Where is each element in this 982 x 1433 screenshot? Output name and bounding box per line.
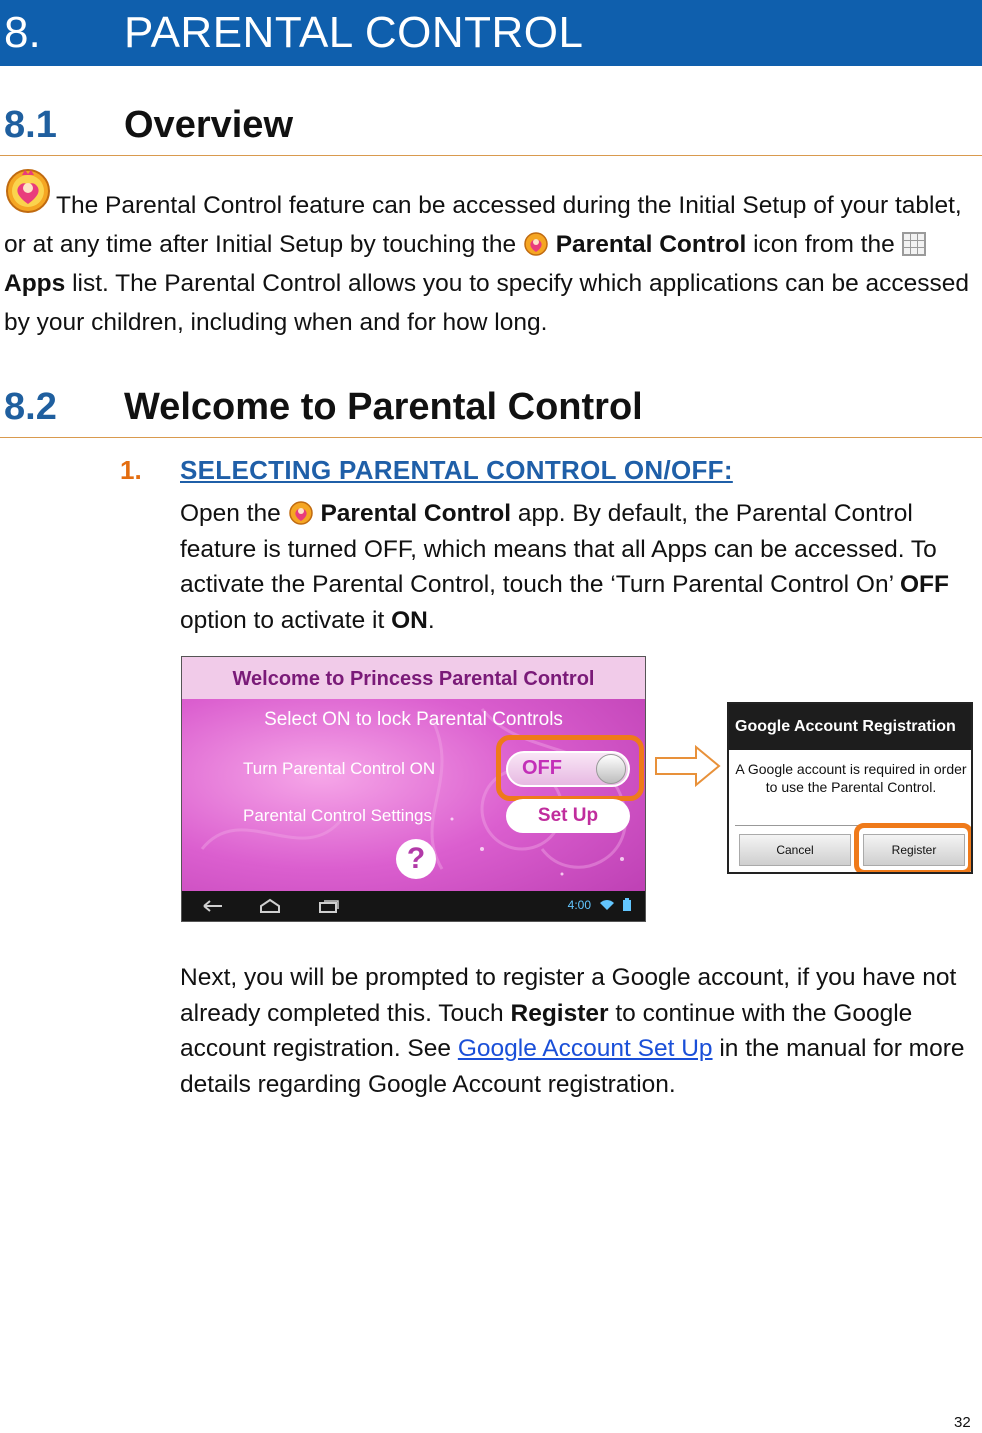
parental-control-icon [523,230,549,256]
turn-on-label: Turn Parental Control ON [243,759,436,778]
cancel-button[interactable]: Cancel [739,834,851,866]
step-bold-parental-control: Parental Control [320,500,512,527]
overview-text-b: icon from the [753,231,895,258]
battery-icon [621,898,633,912]
step2-text-b: to continue with the Google account registration. See [180,999,913,1062]
help-button[interactable]: ? [396,839,436,879]
overview-bold-apps: Apps [4,270,66,297]
register-highlight [854,823,973,874]
section-title: Overview [124,104,293,146]
overview-bold-parental-control: Parental Control [555,231,747,258]
wifi-icon [599,899,615,911]
android-navbar [182,891,645,921]
register-button[interactable]: Register [863,834,965,866]
dialog-title: Google Account Registration [729,704,971,750]
step-paragraph-2 [180,960,976,1102]
step-number: 1. [120,455,142,485]
chapter-header [0,0,982,66]
parental-control-icon [288,499,314,525]
back-icon[interactable] [202,899,224,913]
section-number: 8.2 [4,386,57,428]
section-number: 8.1 [4,104,57,146]
section-heading-welcome [0,382,982,438]
step-bold-off: OFF [899,571,949,598]
apps-grid-icon [902,232,926,256]
setup-button[interactable]: Set Up [506,799,630,833]
google-account-setup-link[interactable]: Google Account Set Up [457,1035,713,1062]
section-title: Welcome to Parental Control [124,386,643,428]
toggle-label: OFF [522,757,562,779]
section-heading-overview [0,100,982,156]
overview-text-c: list. The Parental Control allows you to specify which applications can be accessed by your children, including when and for how long. [4,270,970,336]
overview-text-a: The Parental Control feature can be accessed during the Initial Setup of your tablet, or at any time after Initial Setup by touching the [4,192,962,258]
parental-control-toggle[interactable] [506,751,630,787]
step-text-a: Open the [180,500,281,527]
home-icon[interactable] [258,898,282,914]
dialog-message: A Google account is required in order to use the Parental Control. [735,761,967,795]
toggle-knob [596,754,626,784]
step-text-d: . [427,606,435,634]
google-registration-dialog [727,702,973,874]
step-text-c: option to activate it [180,606,385,634]
tablet-banner: Welcome to Princess Parental Control [182,657,645,699]
chapter-title: PARENTAL CONTROL [124,8,584,57]
recent-apps-icon[interactable] [318,899,340,913]
step2-text-a: Next, you will be prompted to register a Google account, if you have not already completed this. Touch [180,964,957,1027]
step-bold-on: ON [391,606,428,634]
right-arrow-icon [654,744,722,788]
step2-text-c: in the manual for more details regarding Google Account registration. [180,1035,965,1098]
status-clock: 4:00 [567,898,591,912]
step2-bold-register: Register [510,999,609,1027]
page-number: 32 [954,1414,971,1431]
settings-label: Parental Control Settings [243,806,432,825]
tablet-subtitle: Select ON to lock Parental Controls [264,709,563,730]
step-title: SELECTING PARENTAL CONTROL ON/OFF: [180,455,733,485]
tablet-screenshot [181,656,646,922]
overview-paragraph [4,186,979,342]
step-paragraph-1 [180,496,970,638]
step-text-b: app. By default, the Parental Control feature is turned OFF, which means that all Apps can be accessed. To activate the Parental Control, touch the ‘Turn Parental Control On’ [180,500,937,598]
chapter-number: 8. [4,8,41,57]
